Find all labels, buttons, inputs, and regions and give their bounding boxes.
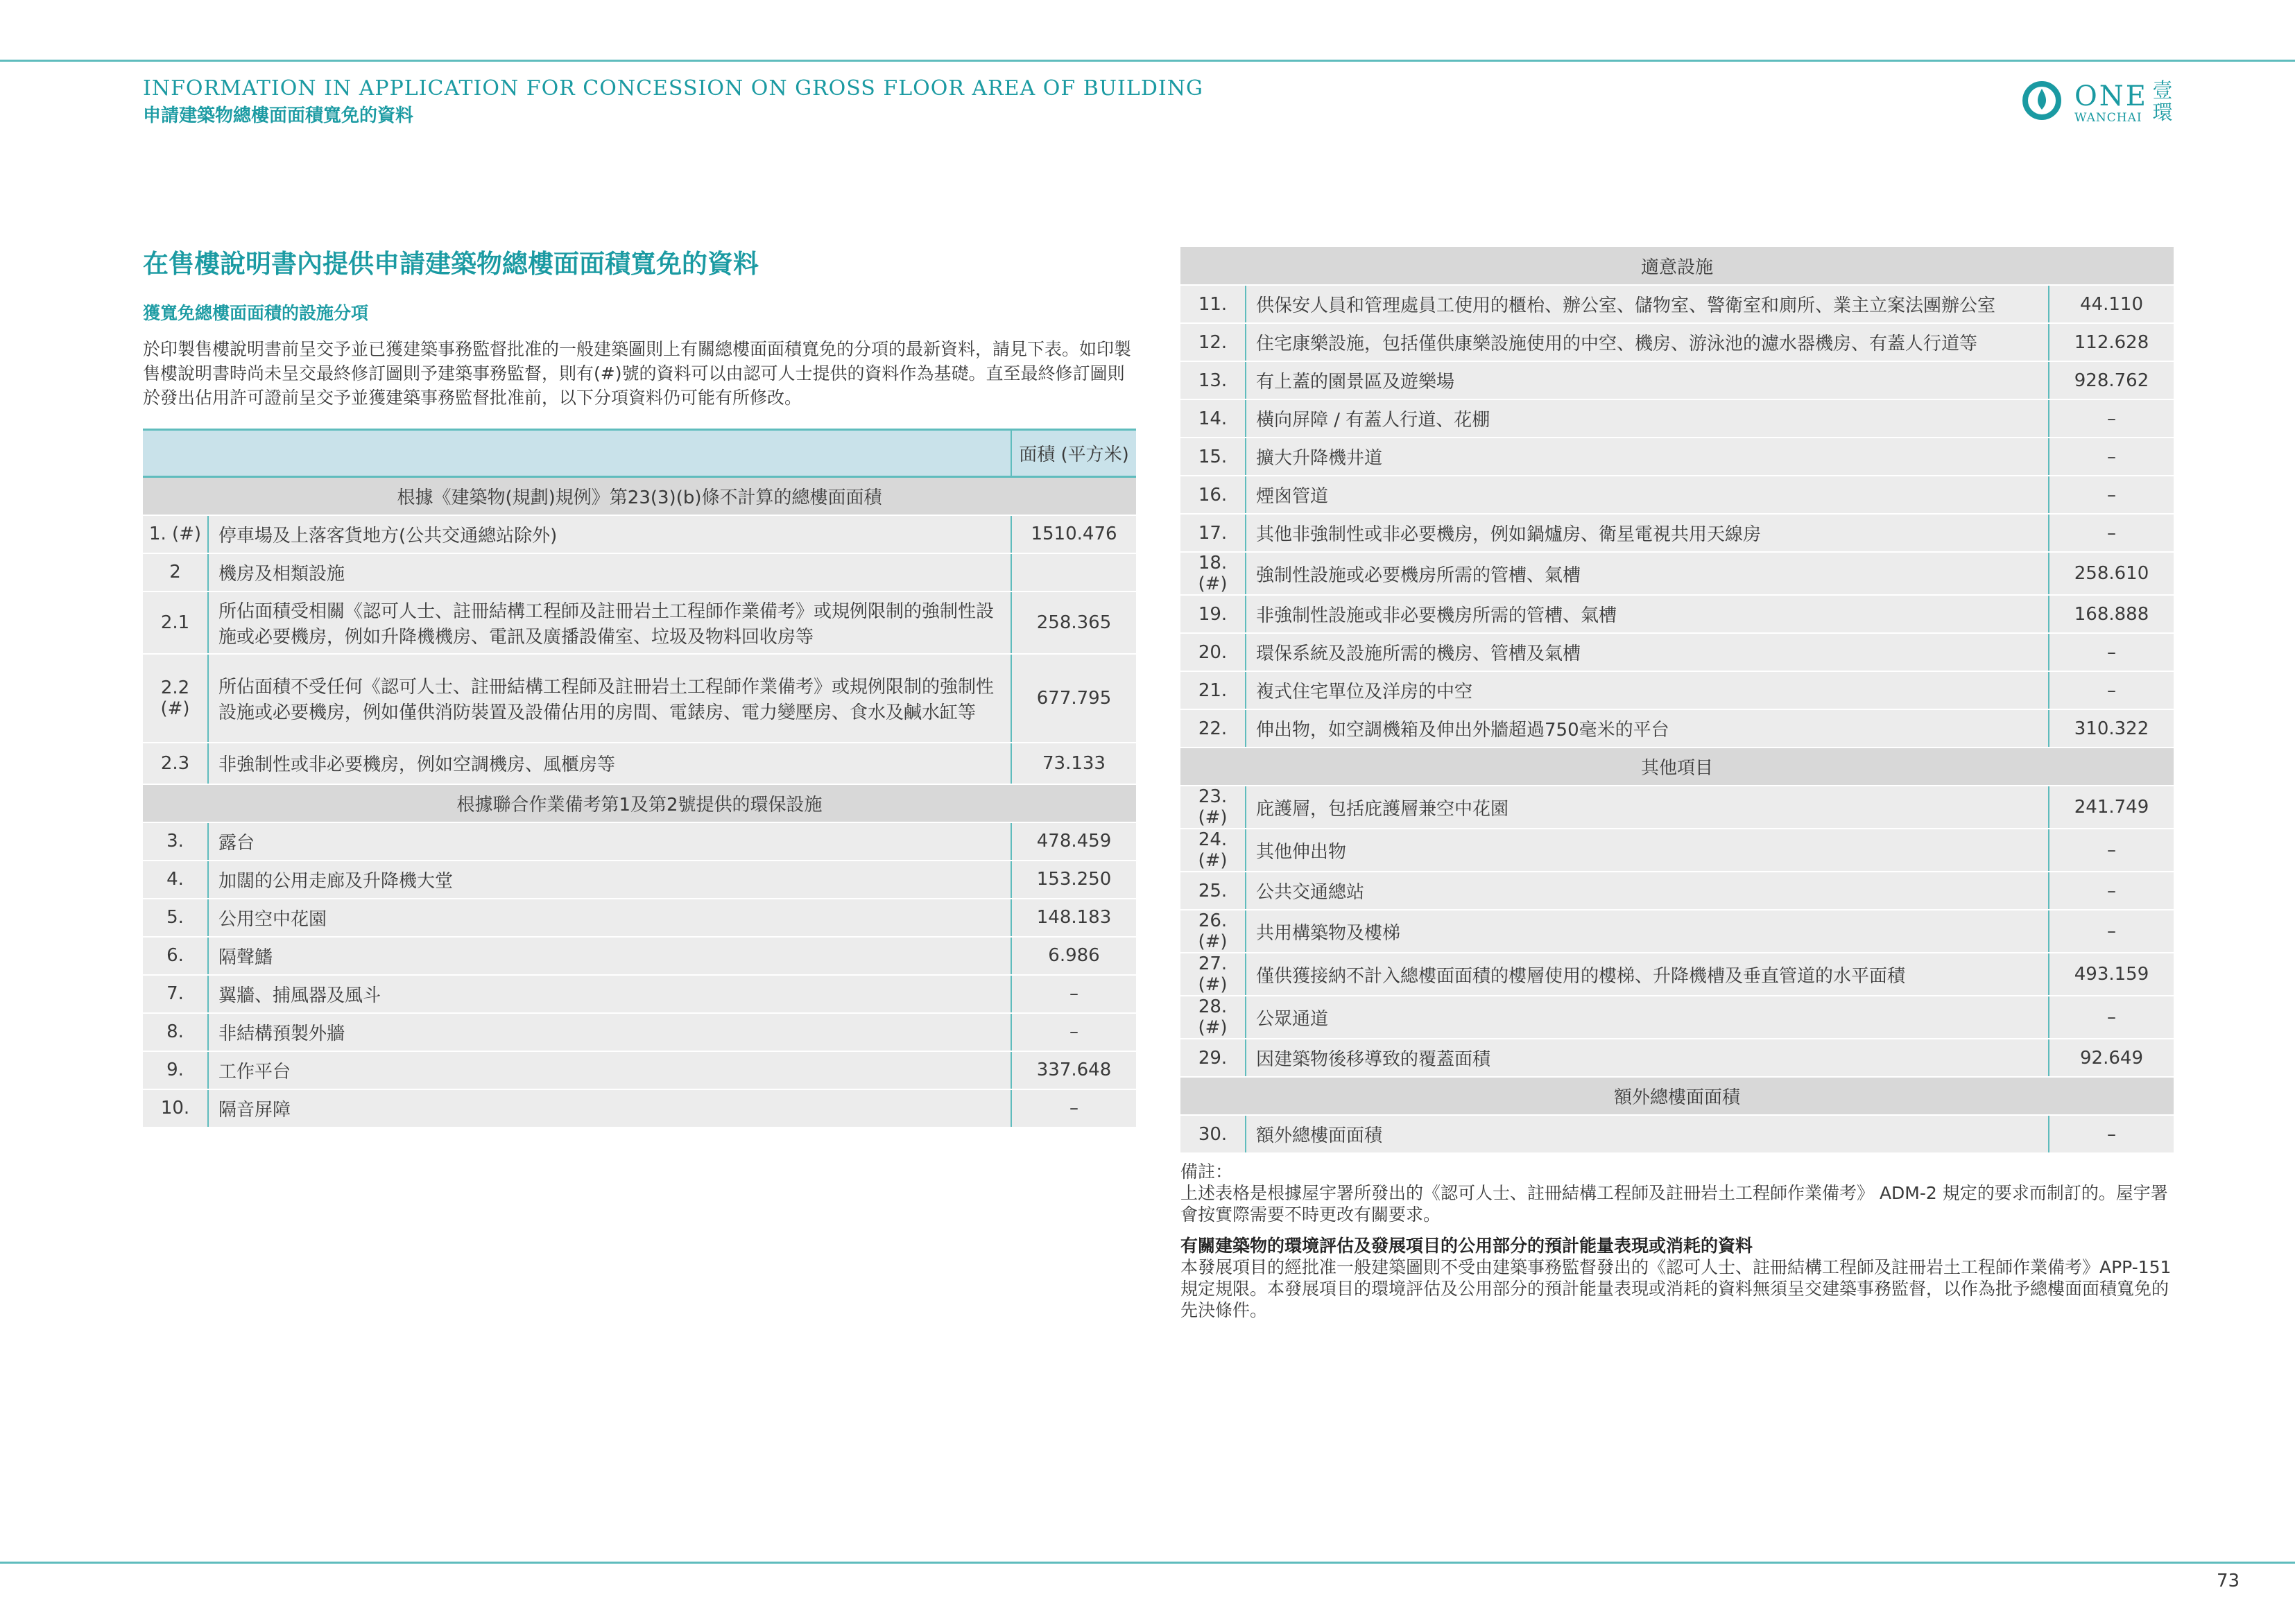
item-area: 258.610 xyxy=(2049,552,2174,595)
table-row xyxy=(143,822,1136,861)
item-description: 僅供獲接納不計入總樓面面積的樓層使用的樓梯、升降機槽及垂直管道的水平面積 xyxy=(1246,953,2049,996)
item-area: – xyxy=(1011,1013,1136,1051)
item-number: 28. (#) xyxy=(1180,996,1246,1039)
item-description: 庇護層，包括庇護層兼空中花園 xyxy=(1246,786,2049,829)
item-description: 共用構築物及樓梯 xyxy=(1246,910,2049,953)
item-area: 6.986 xyxy=(1011,937,1136,975)
item-number: 11. xyxy=(1180,285,1246,323)
item-description: 有上蓋的園景區及遊樂場 xyxy=(1246,361,2049,399)
item-number: 13. xyxy=(1180,361,1246,399)
item-area: 148.183 xyxy=(1011,899,1136,937)
table-row xyxy=(1180,1039,2174,1077)
item-description: 煙囪管道 xyxy=(1246,476,2049,514)
item-area: 73.133 xyxy=(1011,743,1136,784)
table-row xyxy=(1180,361,2174,399)
item-description: 因建築物後移導致的覆蓋面積 xyxy=(1246,1039,2049,1077)
item-number: 18. (#) xyxy=(1180,552,1246,595)
item-number: 12. xyxy=(1180,323,1246,361)
item-number: 15. xyxy=(1180,438,1246,476)
notes-label: 備註： xyxy=(1180,1161,1233,1182)
table-header-row xyxy=(143,430,1136,477)
table-row xyxy=(143,743,1136,784)
item-area: – xyxy=(1011,1089,1136,1128)
item-number: 2 xyxy=(143,553,208,591)
item-description: 強制性設施或必要機房所需的管槽、氣槽 xyxy=(1246,552,2049,595)
page-number: 73 xyxy=(2217,1571,2240,1591)
item-area: 337.648 xyxy=(1011,1051,1136,1089)
header-area: 面積 (平方米) xyxy=(1011,430,1136,477)
item-description: 擴大升降機井道 xyxy=(1246,438,2049,476)
item-area: 310.322 xyxy=(2049,709,2174,748)
logo-ring-icon xyxy=(2022,80,2062,121)
table-row xyxy=(143,1051,1136,1089)
item-description: 機房及相類設施 xyxy=(208,553,1011,591)
table-row xyxy=(1180,552,2174,595)
intro-paragraph: 於印製售樓說明書前呈交予並已獲建築事務監督批准的一般建築圖則上有關總樓面面積寬免的分項的最新資料，請見下表。如印製售樓說明書時尚未呈交最終修訂圖則予建築事務監督，則有(#)號的資料可以由認可人士提供的資料作為基礎。直至最終修訂圖則於發出佔用許可證前呈交予並獲建築事務監督批准前，以下分項資料仍可能有所修改。 xyxy=(143,339,1132,408)
item-description: 公共交通總站 xyxy=(1246,872,2049,910)
item-description: 環保系統及設施所需的機房、管槽及氣槽 xyxy=(1246,633,2049,671)
item-area xyxy=(1011,553,1136,591)
notes-block xyxy=(1180,1161,2172,1321)
energy-heading: 有關建築物的環境評估及發展項目的公用部分的預計能量表現或消耗的資料 xyxy=(1180,1236,1753,1256)
item-description: 複式住宅單位及洋房的中空 xyxy=(1246,671,2049,709)
table-row xyxy=(1180,285,2174,323)
item-description: 公眾通道 xyxy=(1246,996,2049,1039)
item-area: – xyxy=(2049,399,2174,438)
item-area: 493.159 xyxy=(2049,953,2174,996)
item-number: 19. xyxy=(1180,595,1246,633)
item-description: 其他非強制性或非必要機房，例如鍋爐房、衛星電視共用天線房 xyxy=(1246,514,2049,552)
item-number: 17. xyxy=(1180,514,1246,552)
header-title-en: INFORMATION IN APPLICATION FOR CONCESSION ON GROSS FLOOR AREA OF BUILDING xyxy=(143,76,1203,101)
table-row xyxy=(143,553,1136,591)
item-number: 24. (#) xyxy=(1180,829,1246,872)
item-number: 23. (#) xyxy=(1180,786,1246,829)
page-title: 在售樓說明書內提供申請建築物總樓面面積寬免的資料 xyxy=(143,248,759,279)
item-area: 258.365 xyxy=(1011,591,1136,654)
header-blank xyxy=(143,430,1011,477)
item-area: – xyxy=(1011,975,1136,1013)
table-row xyxy=(143,861,1136,899)
table-row xyxy=(143,1013,1136,1051)
item-description: 額外總樓面面積 xyxy=(1246,1115,2049,1153)
item-description: 橫向屏障 / 有蓋人行道、花棚 xyxy=(1246,399,2049,438)
item-description: 供保安人員和管理處員工使用的櫃枱、辦公室、儲物室、警衛室和廁所、業主立案法團辦公室 xyxy=(1246,285,2049,323)
item-area: 1510.476 xyxy=(1011,515,1136,553)
item-number: 29. xyxy=(1180,1039,1246,1077)
table-row xyxy=(1180,709,2174,748)
logo-one: ONE xyxy=(2074,80,2148,112)
item-description: 非強制性設施或非必要機房所需的管槽、氣槽 xyxy=(1246,595,2049,633)
section-title: 其他項目 xyxy=(1180,748,2174,786)
item-area: 153.250 xyxy=(1011,861,1136,899)
item-description: 公用空中花園 xyxy=(208,899,1011,937)
item-description: 隔聲鰭 xyxy=(208,937,1011,975)
item-area: – xyxy=(2049,438,2174,476)
energy-text: 本發展項目的經批准一般建築圖則不受由建築事務監督發出的《認可人士、註冊結構工程師及註冊岩土工程師作業備考》APP-151 規定規限。本發展項目的環境評估及公用部分的預計能量表現或消耗的資料無須呈交建築事務監督，以作為批予總樓面面積寬免的先決條件。 xyxy=(1180,1257,2172,1320)
bottom-rule xyxy=(0,1562,2295,1564)
table-row xyxy=(143,591,1136,654)
item-description: 加闊的公用走廊及升降機大堂 xyxy=(208,861,1011,899)
item-description: 所佔面積不受任何《認可人士、註冊結構工程師及註冊岩土工程師作業備考》或規例限制的強制性設施或必要機房，例如僅供消防裝置及設備佔用的房間、電錶房、電力變壓房、食水及鹹水缸等 xyxy=(208,654,1011,743)
section-row xyxy=(143,784,1136,822)
table-row xyxy=(1180,595,2174,633)
item-number: 10. xyxy=(143,1089,208,1128)
item-number: 16. xyxy=(1180,476,1246,514)
section-title: 適意設施 xyxy=(1180,247,2174,285)
item-number: 21. xyxy=(1180,671,1246,709)
logo xyxy=(2022,78,2181,126)
item-number: 2.1 xyxy=(143,591,208,654)
item-area: – xyxy=(2049,633,2174,671)
item-description: 其他伸出物 xyxy=(1246,829,2049,872)
item-description: 翼牆、捕風器及風斗 xyxy=(208,975,1011,1013)
notes-text: 上述表格是根據屋宇署所發出的《認可人士、註冊結構工程師及註冊岩土工程師作業備考》 ADM-2 規定的要求而制訂的。屋宇署會按實際需要不時更改有關要求。 xyxy=(1180,1183,2168,1225)
item-number: 6. xyxy=(143,937,208,975)
top-rule xyxy=(0,60,2295,62)
item-area: 478.459 xyxy=(1011,822,1136,861)
item-number: 4. xyxy=(143,861,208,899)
item-number: 9. xyxy=(143,1051,208,1089)
table-row xyxy=(143,975,1136,1013)
right-area-table xyxy=(1180,247,2174,1154)
item-area: 241.749 xyxy=(2049,786,2174,829)
section-title: 額外總樓面面積 xyxy=(1180,1077,2174,1115)
header-title-zh: 申請建築物總樓面面積寬免的資料 xyxy=(143,105,414,126)
item-area: – xyxy=(2049,996,2174,1039)
table-row xyxy=(1180,910,2174,953)
item-area: – xyxy=(2049,910,2174,953)
table-row xyxy=(143,937,1136,975)
item-area: 677.795 xyxy=(1011,654,1136,743)
table-row xyxy=(1180,996,2174,1039)
table-row xyxy=(1180,872,2174,910)
table-row xyxy=(1180,476,2174,514)
item-description: 露台 xyxy=(208,822,1011,861)
item-description: 非結構預製外牆 xyxy=(208,1013,1011,1051)
item-area: – xyxy=(2049,476,2174,514)
item-area: – xyxy=(2049,671,2174,709)
table-row xyxy=(1180,399,2174,438)
table-row xyxy=(143,654,1136,743)
table-row xyxy=(1180,786,2174,829)
table-row xyxy=(1180,514,2174,552)
item-number: 5. xyxy=(143,899,208,937)
item-description: 工作平台 xyxy=(208,1051,1011,1089)
item-number: 30. xyxy=(1180,1115,1246,1153)
item-number: 26. (#) xyxy=(1180,910,1246,953)
table-row xyxy=(1180,671,2174,709)
table-row xyxy=(1180,829,2174,872)
item-number: 22. xyxy=(1180,709,1246,748)
item-description: 所佔面積受相關《認可人士、註冊結構工程師及註冊岩土工程師作業備考》或規例限制的強制性設施或必要機房，例如升降機機房、電訊及廣播設備室、垃圾及物料回收房等 xyxy=(208,591,1011,654)
table-row xyxy=(1180,633,2174,671)
section-row xyxy=(143,477,1136,515)
item-number: 14. xyxy=(1180,399,1246,438)
item-number: 1. (#) xyxy=(143,515,208,553)
item-description: 非強制性或非必要機房，例如空調機房、風櫃房等 xyxy=(208,743,1011,784)
table-row xyxy=(143,1089,1136,1128)
item-area: – xyxy=(2049,872,2174,910)
table-row xyxy=(1180,1115,2174,1153)
item-number: 20. xyxy=(1180,633,1246,671)
item-area: 92.649 xyxy=(2049,1039,2174,1077)
section-row xyxy=(1180,1077,2174,1115)
table-row xyxy=(143,515,1136,553)
item-number: 2.2 (#) xyxy=(143,654,208,743)
item-area: 112.628 xyxy=(2049,323,2174,361)
item-area: 168.888 xyxy=(2049,595,2174,633)
item-number: 8. xyxy=(143,1013,208,1051)
section-title: 根據聯合作業備考第1及第2號提供的環保設施 xyxy=(143,784,1136,822)
section-row xyxy=(1180,748,2174,786)
item-number: 25. xyxy=(1180,872,1246,910)
item-number: 27. (#) xyxy=(1180,953,1246,996)
item-description: 伸出物，如空調機箱及伸出外牆超過750毫米的平台 xyxy=(1246,709,2049,748)
page-subtitle: 獲寬免總樓面面積的設施分項 xyxy=(143,303,369,323)
table-row xyxy=(1180,438,2174,476)
table-row xyxy=(1180,953,2174,996)
table-row xyxy=(143,899,1136,937)
item-area: – xyxy=(2049,514,2174,552)
item-area: – xyxy=(2049,829,2174,872)
section-row xyxy=(1180,247,2174,285)
item-area: 44.110 xyxy=(2049,285,2174,323)
item-description: 隔音屏障 xyxy=(208,1089,1011,1128)
logo-zh: 壹環 xyxy=(2152,78,2173,124)
item-number: 7. xyxy=(143,975,208,1013)
item-area: 928.762 xyxy=(2049,361,2174,399)
table-row xyxy=(1180,323,2174,361)
item-number: 3. xyxy=(143,822,208,861)
left-area-table xyxy=(143,429,1136,1128)
item-area: – xyxy=(2049,1115,2174,1153)
logo-wanchai: WANCHAI xyxy=(2074,111,2142,125)
item-description: 停車場及上落客貨地方(公共交通總站除外) xyxy=(208,515,1011,553)
item-description: 住宅康樂設施，包括僅供康樂設施使用的中空、機房、游泳池的濾水器機房、有蓋人行道等 xyxy=(1246,323,2049,361)
item-number: 2.3 xyxy=(143,743,208,784)
section-title: 根據《建築物(規劃)規例》第23(3)(b)條不計算的總樓面面積 xyxy=(143,477,1136,515)
